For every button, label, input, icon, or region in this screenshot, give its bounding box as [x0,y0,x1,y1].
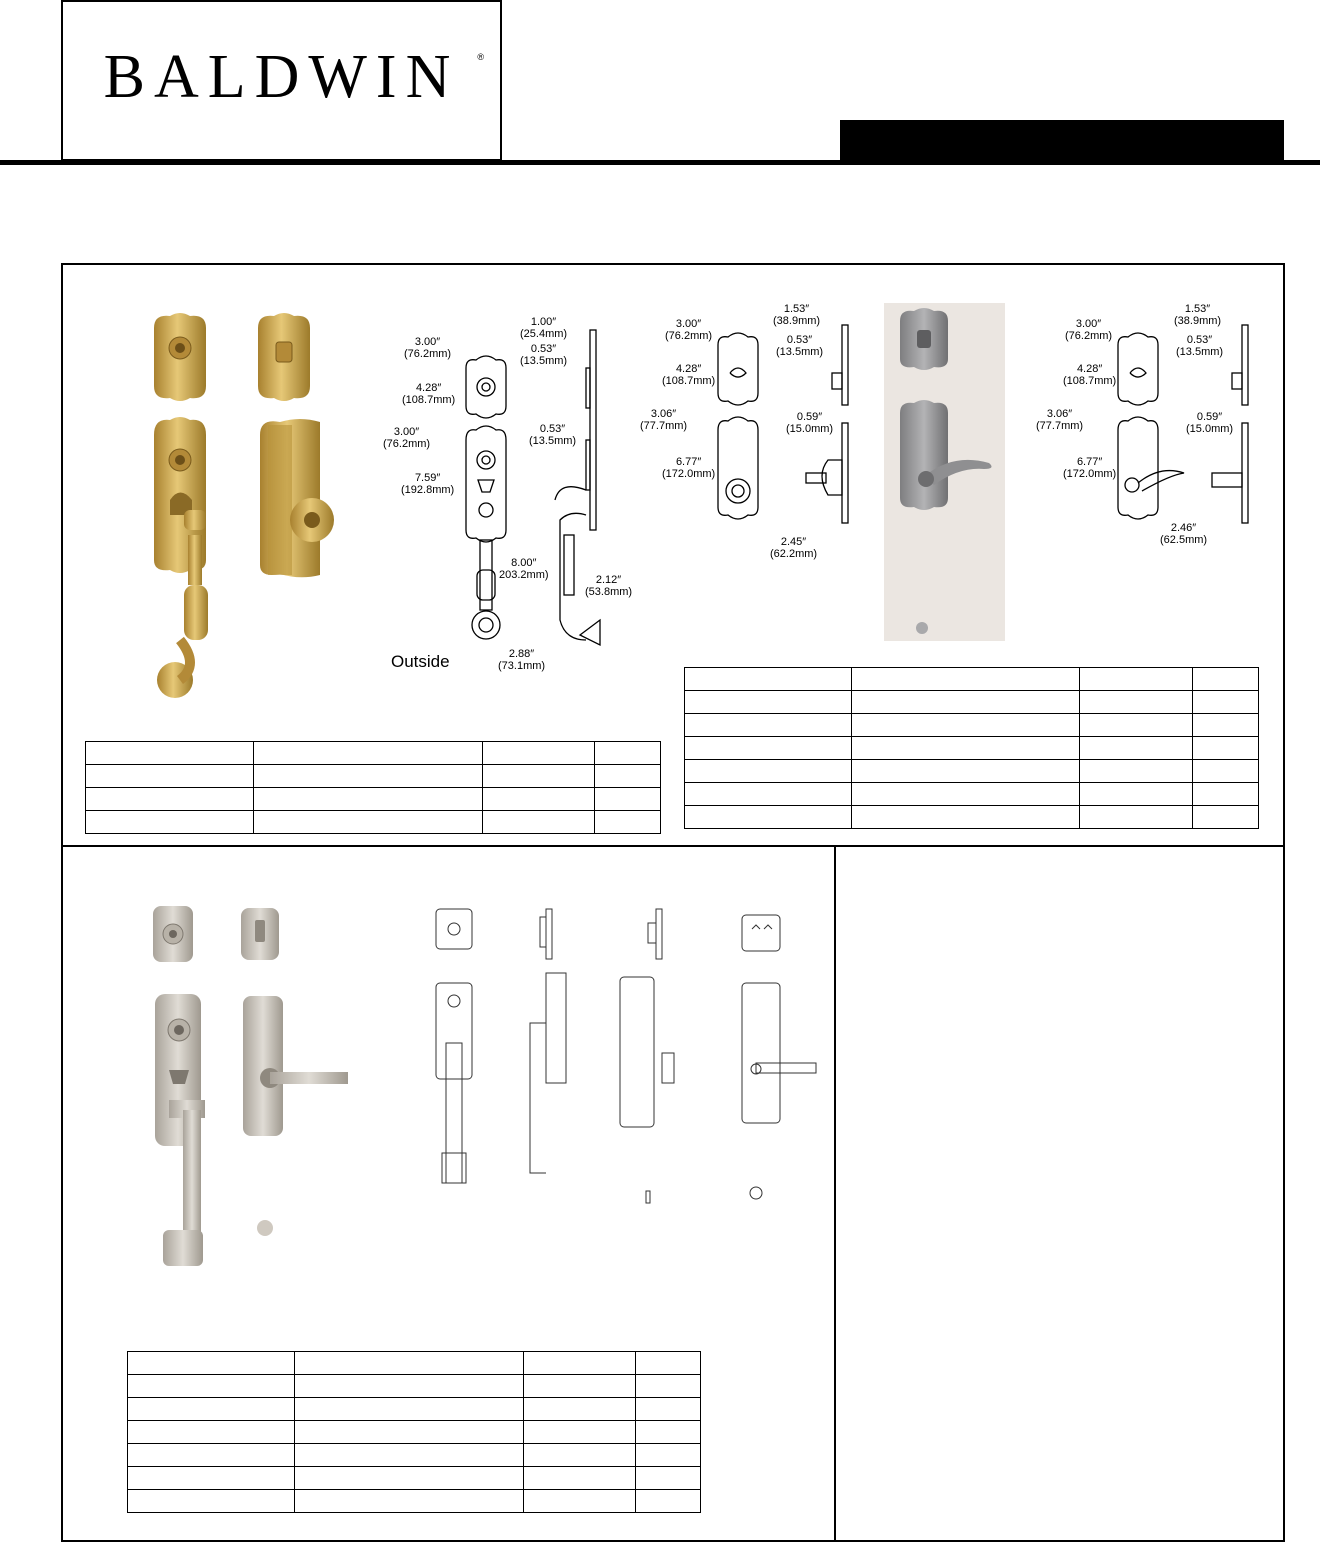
table-row [86,765,661,788]
dim-label: 6.77″ (172.0mm) [1063,456,1117,480]
dim-label: 8.00″ 203.2mm) [499,557,549,581]
pewter-lever-photo [884,303,1005,641]
dim-label: 2.88″ (73.1mm) [498,648,546,672]
header-black-bar [840,120,1284,163]
dim-label: 1.00″ (25.4mm) [520,316,568,340]
table-row [86,811,661,834]
dim-label: 4.28″ (108.7mm) [402,382,456,406]
table-row [685,783,1259,806]
table-row [685,806,1259,829]
satin-nickel-dimension-drawing [400,893,820,1208]
bottom-right-notes-panel [834,845,1285,1542]
handleset-dimension-drawing [460,320,640,650]
registered-mark: ® [477,52,484,62]
dim-label: 1.53″ (38.9mm) [1174,303,1222,327]
dim-label: 3.06″ (77.7mm) [1036,408,1084,432]
table-row [128,1398,701,1421]
dim-label: 0.53″ (13.5mm) [529,423,577,447]
dim-label: 1.53″ (38.9mm) [773,303,821,327]
dim-label: 6.77″ (172.0mm) [662,456,716,480]
dim-label: 7.59″ (192.8mm) [401,472,455,496]
brand-logo: BALDWIN [103,43,460,111]
dim-label: 3.00″ (76.2mm) [665,318,713,342]
table-row [86,742,661,765]
dim-label: 0.53″ (13.5mm) [776,334,824,358]
dim-label: 3.00″ (76.2mm) [404,336,452,360]
logo-box [61,0,502,161]
dim-label: 0.53″ (13.5mm) [1176,334,1224,358]
table-row [685,760,1259,783]
table-row [128,1421,701,1444]
dim-label: 2.45″ (62.2mm) [770,536,818,560]
table-row [86,788,661,811]
table-row [128,1444,701,1467]
spec-table-knob-lever [684,667,1259,829]
dim-label: 3.06″ (77.7mm) [640,408,688,432]
table-row [128,1375,701,1398]
outside-label: Outside [391,652,450,671]
brass-handleset-photo [140,310,340,710]
table-row [685,691,1259,714]
dim-label: 0.59″ (15.0mm) [1186,411,1234,435]
table-row [128,1490,701,1513]
dim-label: 4.28″ (108.7mm) [1063,363,1117,387]
table-row [128,1352,701,1375]
satin-nickel-handleset-photo [145,900,355,1270]
spec-table-handleset [85,741,661,834]
dim-label: 3.00″ (76.2mm) [383,426,431,450]
dim-label: 0.53″ (13.5mm) [520,343,568,367]
spec-table-satin-nickel [127,1351,701,1513]
table-row [685,714,1259,737]
dim-label: 3.00″ (76.2mm) [1065,318,1113,342]
dim-label: 4.28″ (108.7mm) [662,363,716,387]
dim-label: 2.46″ (62.5mm) [1160,522,1208,546]
table-row [128,1467,701,1490]
dim-label: 2.12″ (53.8mm) [585,574,633,598]
table-row [685,737,1259,760]
dim-label: 0.59″ (15.0mm) [786,411,834,435]
table-row [685,668,1259,691]
